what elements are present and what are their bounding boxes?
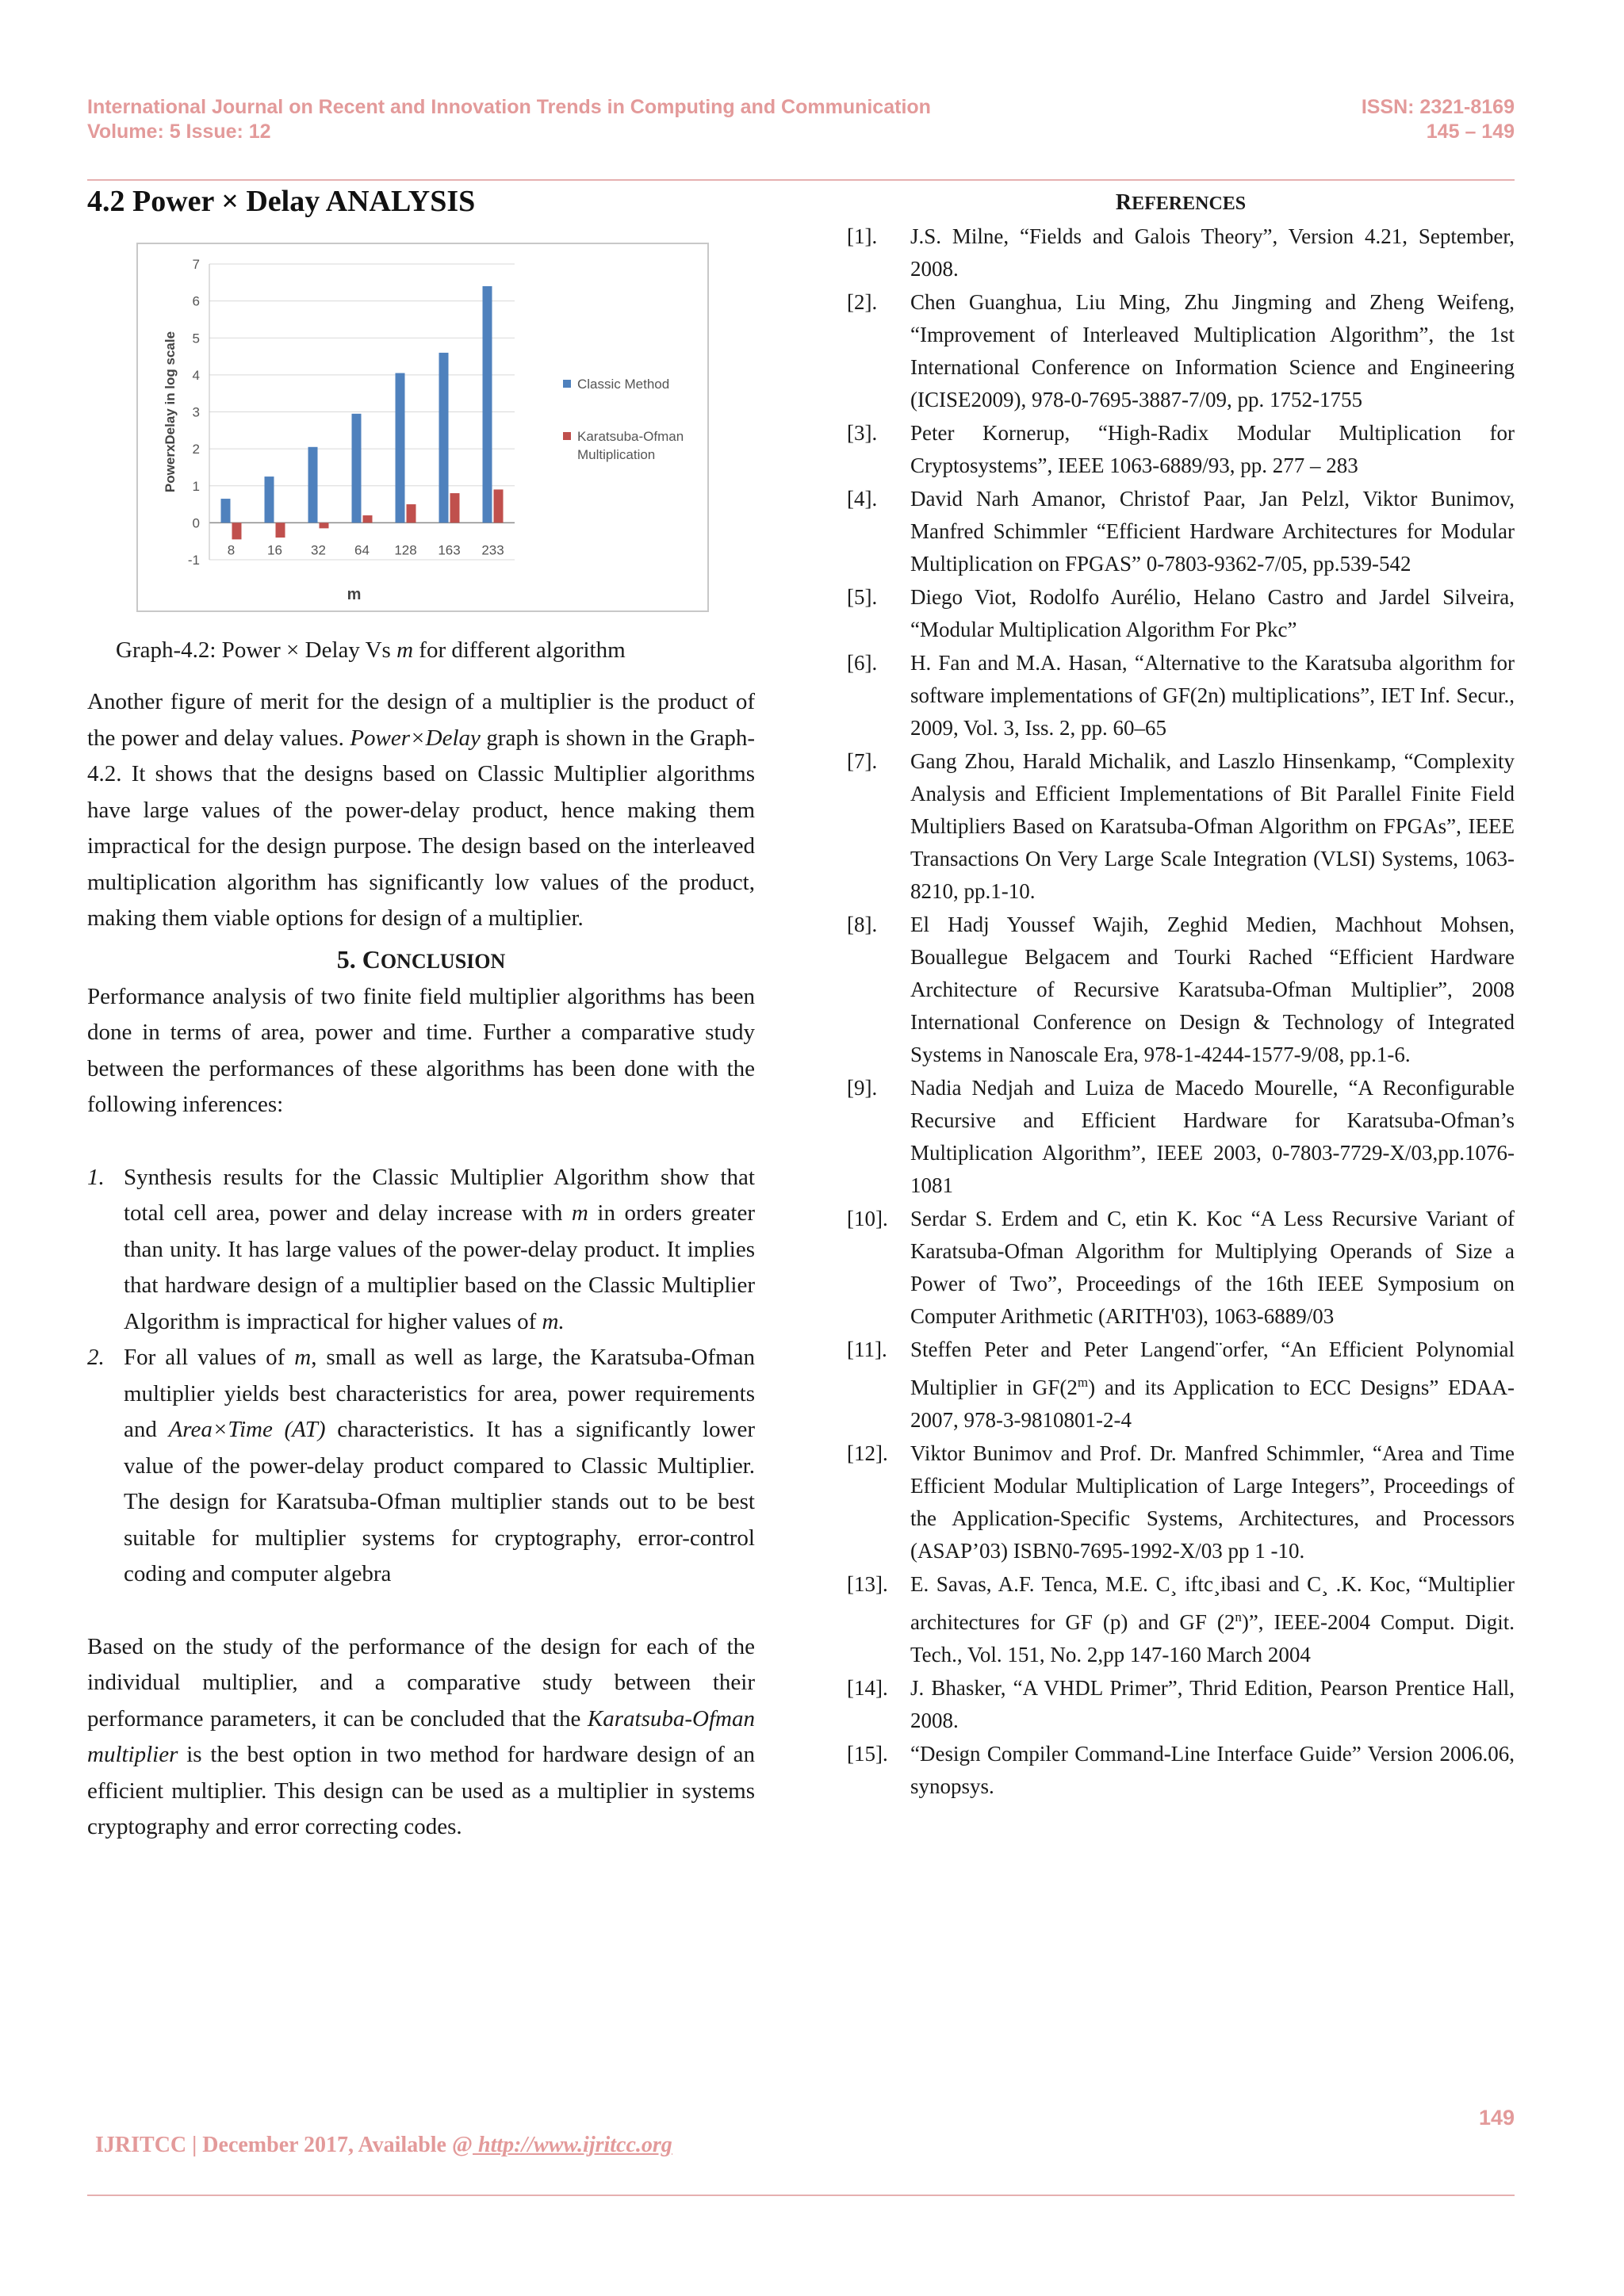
- reference-item: [847, 909, 1515, 1071]
- bar-karatsuba: [363, 515, 373, 522]
- bar-classic: [439, 353, 449, 522]
- bar-karatsuba: [320, 522, 329, 528]
- reference-text: Steffen Peter and Peter Langend¨orfer, “An Efficient Polynomial Multiplier in GF(2: [910, 1337, 1515, 1399]
- left-column: [87, 184, 755, 1846]
- x-axis-label: m: [347, 586, 362, 603]
- bar-classic: [221, 499, 231, 522]
- conclusion-intro: Performance analysis of two finite field multiplier algorithms has been done in terms of area, power and time. Further a comparative study between the performances of these algorithms has been done with the following inferences:: [87, 983, 755, 1117]
- conclusion-initial: C: [362, 944, 381, 974]
- reference-text: Viktor Bunimov and Prof. Dr. Manfred Schimmler, “Area and Time Efficient Modular Multiplication of Large Integers”, Proceedings of the Application-Specific Systems, Architectures, and Processors (ASAP’03) ISBN0-7695-1992-X/03 pp 1 -10.: [910, 1441, 1515, 1563]
- journal-header: [87, 95, 931, 144]
- reference-number: [1].: [847, 224, 878, 248]
- y-tick-label: 5: [192, 331, 200, 346]
- reference-item: [847, 1437, 1515, 1567]
- reference-item: [847, 1672, 1515, 1737]
- reference-item: [847, 483, 1515, 580]
- bar-classic: [308, 447, 318, 523]
- reference-item: [847, 1072, 1515, 1202]
- right-column: [847, 190, 1515, 1804]
- bar-classic: [396, 373, 405, 523]
- inference-number: 2.: [87, 1345, 105, 1370]
- page-range: 145 – 149: [1426, 121, 1515, 143]
- reference-text: E. Savas, A.F. Tenca, M.E. C¸ iftc¸ibasi and C¸ .K. Koc, “Multiplier architectures for GF (p) and GF (2: [910, 1572, 1515, 1634]
- reference-number: [8].: [847, 913, 878, 936]
- reference-text: J. Bhasker, “A VHDL Primer”, Thrid Edition, Pearson Prentice Hall, 2008.: [910, 1676, 1515, 1732]
- legend-label: Multiplication: [577, 447, 656, 462]
- x-tick-label: 8: [227, 542, 236, 558]
- reference-item: [847, 1334, 1515, 1437]
- y-tick-label: 6: [192, 293, 200, 309]
- issn: ISSN: 2321-8169: [1361, 96, 1515, 118]
- inference-text: , small as well as large, the Karatsuba-Ofman multiplier yields best characteristics for area, power requirements and: [124, 1345, 755, 1442]
- reference-text: “Design Compiler Command-Line Interface Guide” Version 2006.06, synopsys.: [910, 1742, 1515, 1798]
- y-tick-label: 2: [192, 442, 200, 457]
- bar-chart: [136, 243, 709, 612]
- y-tick-label: 4: [192, 367, 200, 383]
- legend-label: Classic Method: [577, 377, 670, 392]
- bar-karatsuba: [232, 522, 242, 539]
- reference-text: ) and its Application to ECC Designs” EDAA-2007, 978-3-9810801-2-4: [910, 1376, 1515, 1432]
- footer: [95, 2133, 672, 2158]
- closing-text: Based on the study of the performance of the design for each of the individual multiplier, and a comparative study between their performance parameters, it can be concluded that the: [87, 1633, 755, 1732]
- reference-text: Nadia Nedjah and Luiza de Macedo Mourelle, “A Reconfigurable Recursive and Efficient Hardware for Karatsuba-Ofman’s Multiplication Algorithm”, IEEE 2003, 0-7803-7729-X/03,pp.1076-1081: [910, 1076, 1515, 1197]
- y-tick-label: 1: [192, 478, 200, 494]
- footer-text: IJRITCC | December 2017, Available @: [95, 2133, 473, 2157]
- journal-title: International Journal on Recent and Innovation Trends in Computing and Communication: [87, 96, 931, 118]
- reference-number: [11].: [847, 1337, 887, 1361]
- reference-text: Diego Viot, Rodolfo Aurélio, Helano Castro and Jardel Silveira, “Modular Multiplication Algorithm For Pkc”: [910, 585, 1515, 641]
- reference-item: [847, 745, 1515, 908]
- x-tick-label: 32: [311, 542, 326, 558]
- inference-text: m: [571, 1200, 588, 1226]
- reference-text: El Hadj Youssef Wajih, Zeghid Medien, Machhout Mohsen, Bouallegue Belgacem and Tourki Rached “Efficient Hardware Architecture of Recursive Karatsuba-Ofman Multiplier”, 2008 International Conference on Design & Technology of Integrated Systems in Nanoscale Era, 978-1-4244-1577-9/08, pp.1-6.: [910, 913, 1515, 1066]
- reference-item: [847, 647, 1515, 744]
- reference-number: [3].: [847, 421, 878, 445]
- reference-text: J.S. Milne, “Fields and Galois Theory”, Version 4.21, September, 2008.: [910, 224, 1515, 281]
- caption-variable: m: [396, 637, 414, 663]
- x-tick-label: 233: [481, 542, 504, 558]
- header-rule: [87, 179, 1515, 181]
- reference-text: Chen Guanghua, Liu Ming, Zhu Jingming and Zheng Weifeng, “Improvement of Interleaved Multiplication Algorithm”, the 1st International Conference on Information Science and Engineering (ICISE2009), 978-0-7695-3887-7/09, pp. 1752-1755: [910, 290, 1515, 411]
- paragraph-text: Another figure of merit for the design of a multiplier is the product of the power and delay values.: [87, 689, 755, 751]
- reference-number: [13].: [847, 1572, 888, 1596]
- bar-karatsuba: [276, 522, 285, 538]
- page-number: 149: [1478, 2106, 1515, 2130]
- graph-caption: [116, 637, 755, 664]
- reference-number: [10].: [847, 1207, 888, 1230]
- footer-link[interactable]: http://www.ijritcc.org: [473, 2133, 672, 2157]
- bar-karatsuba: [407, 504, 416, 522]
- legend-label: Karatsuba-Ofman: [577, 429, 684, 444]
- conclusion-heading: [87, 942, 755, 979]
- reference-list: [847, 220, 1515, 1803]
- inference-text: m.: [542, 1308, 565, 1334]
- reference-text: Peter Kornerup, “High-Radix Modular Multiplication for Cryptosystems”, IEEE 1063-6889/93, pp. 277 – 283: [910, 421, 1515, 477]
- reference-number: [14].: [847, 1676, 888, 1700]
- reference-text: Serdar S. Erdem and C, etin K. Koc “A Less Recursive Variant of Karatsuba-Ofman Algorithm for Multiplying Operands of Size a Power of Two”, Proceedings of the 16th IEEE Symposium on Computer Arithmetic (ARITH'03), 1063-6889/03: [910, 1207, 1515, 1328]
- references-initial: R: [1115, 190, 1132, 215]
- y-axis-label: PowerxDelay in log scale: [163, 331, 178, 493]
- bar-classic: [352, 414, 362, 523]
- reference-number: [6].: [847, 651, 878, 675]
- bar-classic: [483, 286, 492, 522]
- reference-number: [4].: [847, 487, 878, 511]
- issn-header: [1362, 95, 1515, 144]
- reference-text: Gang Zhou, Harald Michalik, and Laszlo Hinsenkamp, “Complexity Analysis and Efficient Implementations of Bit Parallel Finite Field Multipliers Based on Karatsuba-Ofman Algorithm on FPGAs”, IEEE Transactions On Very Large Scale Integration (VLSI) Systems, 1063-8210, pp.1-10.: [910, 749, 1515, 903]
- x-tick-label: 64: [354, 542, 370, 558]
- bar-karatsuba: [494, 489, 504, 522]
- reference-number: [2].: [847, 290, 878, 314]
- inference-list: [87, 1160, 755, 1593]
- section-title: 4.2 Power × Delay ANALYSIS: [87, 185, 476, 218]
- closing-italic: Karatsuba-Ofman multiplier: [87, 1705, 755, 1767]
- reference-text: n: [1235, 1609, 1242, 1624]
- reference-text: David Narh Amanor, Christof Paar, Jan Pelzl, Viktor Bunimov, Manfred Schimmler “Efficient Hardware Architectures for Modular Multiplication on FPGAS” 0-7803-9362-7/05, pp.539-542: [910, 487, 1515, 576]
- caption-text: Graph-4.2: Power × Delay Vs: [116, 637, 397, 663]
- footer-rule: [87, 2195, 1515, 2196]
- x-tick-label: 128: [394, 542, 417, 558]
- legend-swatch: [563, 380, 571, 388]
- conclusion-number: 5.: [336, 944, 356, 974]
- chart-svg: [138, 244, 707, 610]
- reference-number: [15].: [847, 1742, 888, 1766]
- power-delay-paragraph: [87, 684, 755, 937]
- reference-item: [847, 417, 1515, 482]
- references-rest: EFERENCES: [1132, 193, 1247, 214]
- inference-text: m: [294, 1345, 312, 1370]
- reference-text: H. Fan and M.A. Hasan, “Alternative to the Karatsuba algorithm for software implementations of GF(2n) multiplications”, IET Inf. Secur., 2009, Vol. 3, Iss. 2, pp. 60–65: [910, 651, 1515, 740]
- x-tick-label: 16: [267, 542, 282, 558]
- references-heading: [847, 190, 1515, 216]
- caption-text-end: for different algorithm: [413, 637, 626, 663]
- reference-item: [847, 286, 1515, 416]
- inference-text: characteristics. It has a significantly lower value of the power-delay product compared to Classic Multiplier. The design for Karatsuba-Ofman multiplier stands out to be best suitable for multiplier systems for cryptography, error-control coding and computer algebra: [124, 1417, 755, 1586]
- paragraph-italic: Power×Delay: [350, 725, 481, 751]
- closing-paragraph: [87, 1629, 755, 1846]
- y-tick-label: -1: [187, 553, 200, 568]
- reference-number: [12].: [847, 1441, 888, 1465]
- closing-text-end: is the best option in two method for hardware design of an efficient multiplier. This design can be used as a multiplier in systems cryptography and error correcting codes.: [87, 1742, 755, 1839]
- inference-text: in orders greater than unity. It has large values of the power-delay product. It implies that hardware design of a multiplier based on the Classic Multiplier Algorithm is impractical for higher values of: [124, 1200, 756, 1334]
- reference-text: )”, IEEE-2004 Comput. Digit. Tech., Vol. 151, No. 2,pp 147-160 March 2004: [910, 1610, 1515, 1667]
- y-tick-label: 7: [192, 257, 200, 272]
- bar-classic: [265, 476, 274, 522]
- reference-number: [7].: [847, 749, 878, 773]
- inference-text: Area×Time (AT): [168, 1417, 326, 1442]
- y-tick-label: 0: [192, 515, 200, 531]
- reference-text: m: [1077, 1375, 1089, 1390]
- paragraph-text-end: graph is shown in the Graph-4.2. It shows that the designs based on Classic Multiplier algorithms have large values of the power-delay product, hence making them impractical for the design purpose. The design based on the interleaved multiplication algorithm has significantly low values of the product, making them viable options for design of a multiplier.: [87, 725, 755, 931]
- reference-item: [847, 1568, 1515, 1671]
- inference-text: For all values of: [124, 1345, 295, 1370]
- inference-item: [87, 1160, 755, 1341]
- reference-item: [847, 581, 1515, 646]
- x-tick-label: 163: [438, 542, 461, 558]
- conclusion-rest: ONCLUSION: [380, 949, 506, 973]
- inference-item: [87, 1340, 755, 1593]
- y-tick-label: 3: [192, 404, 200, 420]
- inference-number: 1.: [87, 1164, 105, 1190]
- reference-item: [847, 1738, 1515, 1803]
- bar-karatsuba: [450, 493, 460, 522]
- reference-item: [847, 220, 1515, 285]
- reference-item: [847, 1203, 1515, 1333]
- reference-number: [9].: [847, 1076, 878, 1100]
- reference-number: [5].: [847, 585, 878, 609]
- legend-swatch: [563, 432, 571, 440]
- journal-volume: Volume: 5 Issue: 12: [87, 121, 271, 143]
- inference-text: Synthesis results for the Classic Multiplier Algorithm show that total cell area, power and delay increase with: [124, 1164, 755, 1226]
